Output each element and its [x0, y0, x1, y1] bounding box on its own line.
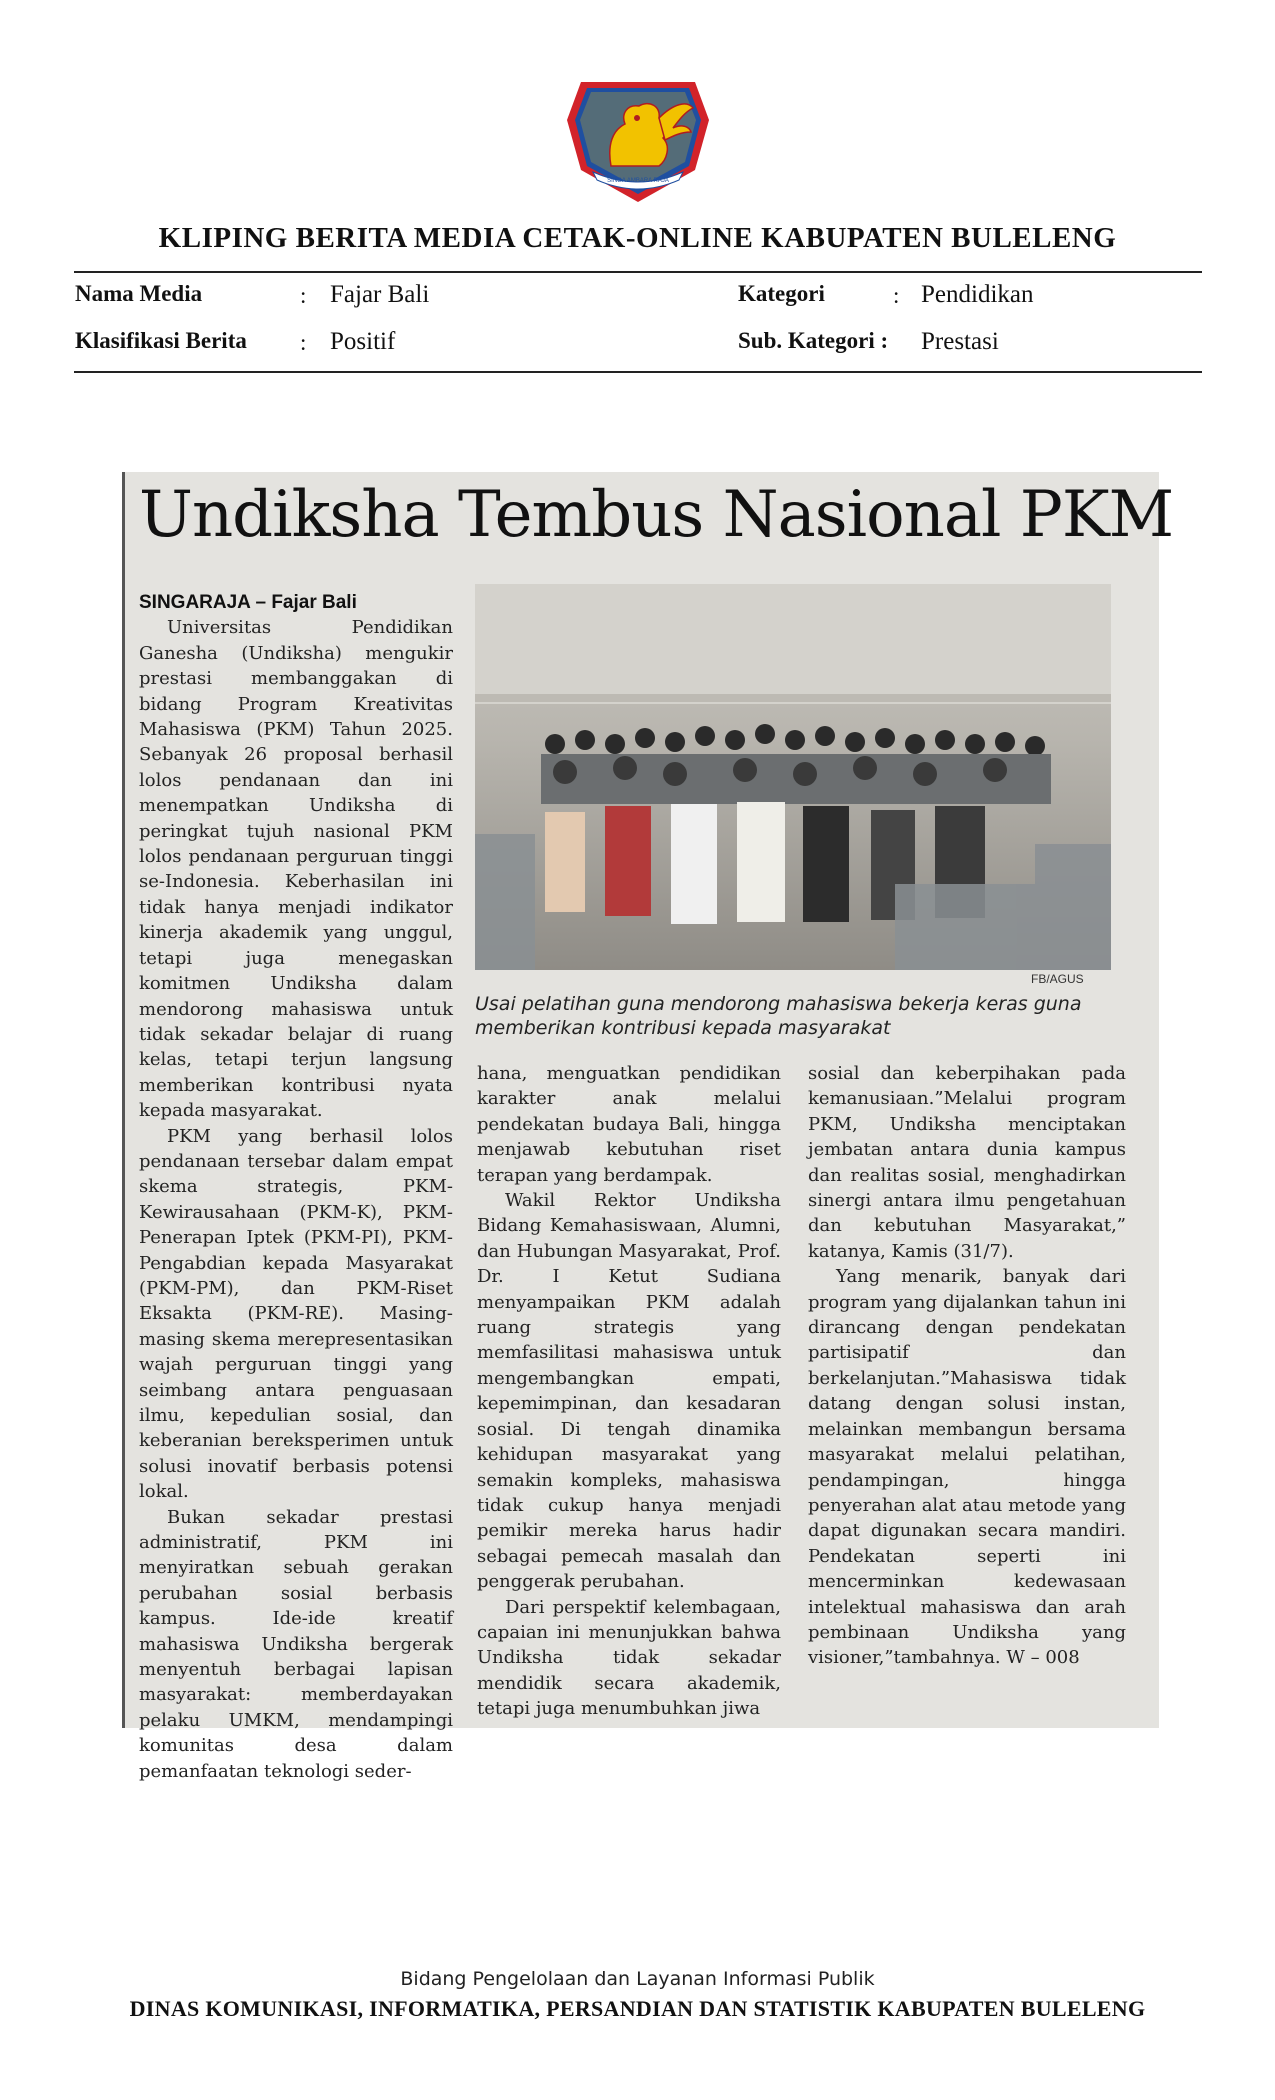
paragraph: Bukan sekadar prestasi administratif, PKM ini menyiratkan sebuah gerakan perubahan sosial berbasis kampus. Ide-ide kreatif mahasiswa Undiksha bergerak menyentuh berbagai lapisan masyarakat: memberdayakan pelaku UMKM, mendampingi komunitas desa dalam pemanfaatan teknologi seder-: [139, 1506, 453, 1782]
article-dateline: SINGARAJA – Fajar Bali: [139, 592, 357, 613]
nama-media-colon: :: [300, 283, 307, 308]
buleleng-emblem-logo: [563, 74, 713, 206]
nama-media-label: Nama Media: [75, 281, 203, 306]
footer-agency: DINAS KOMUNIKASI, INFORMATIKA, PERSANDIAN DAN STATISTIK KABUPATEN BULELENG: [129, 1996, 1146, 2021]
news-clipping: [122, 472, 1174, 1782]
article-column-2: [477, 1061, 781, 1722]
article-column-1: [139, 590, 453, 1784]
photo-credit: FB/AGUS: [1031, 972, 1084, 986]
sub-kategori-label: Sub. Kategori :: [738, 328, 889, 353]
paragraph: Dari perspektif kelembagaan, capaian ini menunjukkan bahwa Undiksha tidak sekadar mendidik secara akademik, tetapi juga menumbuhkan jiwa: [477, 1596, 781, 1720]
meta-divider: [74, 371, 1202, 373]
klasifikasi-colon: :: [300, 330, 307, 355]
paragraph: Universitas Pendidikan Ganesha (Undiksha) mengukir prestasi membanggakan di bidang Program Kreativitas Mahasiswa (PKM) Tahun 2025. Sebanyak 26 proposal berhasil lolos pendanaan dan ini menempatkan Undiksha di peringkat tujuh nasional PKM lolos pendanaan perguruan tinggi se-Indonesia. Keberhasilan ini tidak hanya menjadi indikator kinerja akademik yang unggul, tetapi juga menegaskan komitmen Undiksha dalam mendorong mahasiswa untuk tidak sekadar belajar di ruang kelas, tetapi terjun langsung memberikan kontribusi nyata kepada masyarakat.: [139, 617, 453, 1122]
article-headline: Undiksha Tembus Nasional PKM: [139, 478, 1174, 552]
paragraph: Wakil Rektor Undiksha Bidang Kemahasiswaan, Alumni, dan Hubungan Masyarakat, Prof. Dr. I Ketut Sudiana menyampaikan PKM adalah ruang strategis yang memfasilitasi mahasiswa untuk mengembangkan empati, kepemimpinan, dan kesadaran sosial. Di tengah dinamika kehidupan masyarakat yang semakin kompleks, mahasiswa tidak cukup hanya menjadi pemikir mereka harus hadir sebagai pemecah masalah dan penggerak perubahan.: [477, 1190, 781, 1593]
kategori-value: Pendidikan: [921, 281, 1034, 308]
group-photo-illustration: [475, 584, 1111, 970]
klasifikasi-value: Positif: [330, 328, 396, 355]
sub-kategori-value: Prestasi: [921, 328, 999, 355]
article-column-3: [808, 1061, 1126, 1671]
kategori-colon: :: [893, 283, 900, 308]
photo-caption: Usai pelatihan guna mendorong mahasiswa bekerja keras guna memberikan kontribusi kepada masyarakat: [475, 993, 1082, 1039]
nama-media-value: Fajar Bali: [330, 281, 430, 308]
paragraph: sosial dan keberpihakan pada kemanusiaan.”Melalui program PKM, Undiksha menciptakan jembatan antara dunia kampus dan realitas sosial, menghadirkan sinergi antara ilmu pengetahuan dan kebutuhan Masyarakat,” katanya, Kamis (31/7).: [808, 1063, 1126, 1262]
klasifikasi-label: Klasifikasi Berita: [75, 328, 247, 353]
paragraph: PKM yang berhasil lolos pendanaan tersebar dalam empat skema strategis, PKM-Kewirausahaan (PKM-K), PKM-Penerapan Iptek (PKM-PI), PKM-Pengabdian kepada Masyarakat (PKM-PM), dan PKM-Riset Eksakta (PKM-RE). Masing-masing skema merepresentasikan wajah perguruan tinggi yang seimbang antara penguasaan ilmu, kepedulian sosial, dan keberanian bereksperimen untuk solusi inovatif berbasis potensi lokal.: [139, 1125, 453, 1503]
footer-department: Bidang Pengelolaan dan Layanan Informasi Publik: [400, 1968, 875, 1990]
paragraph: hana, menguatkan pendidikan karakter anak melalui pendekatan budaya Bali, hingga menjawab kebutuhan riset terapan yang berdampak.: [477, 1063, 781, 1186]
document-title: KLIPING BERITA MEDIA CETAK-ONLINE KABUPATEN BULELENG: [158, 222, 1117, 254]
article-photo: [475, 584, 1111, 970]
header-divider: [74, 271, 1202, 273]
emblem-motto: SINGA AMBARA RAJA: [607, 178, 669, 184]
kategori-label: Kategori: [738, 281, 825, 306]
paragraph: Yang menarik, banyak dari program yang dijalankan tahun ini dirancang dengan pendekatan partisipatif dan berkelanjutan.”Mahasiswa tidak datang dengan solusi instan, melainkan membangun bersama masyarakat melalui pelatihan, pendampingan, hingga penyerahan alat atau metode yang dapat digunakan secara mandiri. Pendekatan seperti ini mencerminkan kedewasaan intelektual mahasiswa dan arah pembinaan Undiksha yang visioner,”tambahnya. W – 008: [808, 1266, 1126, 1669]
